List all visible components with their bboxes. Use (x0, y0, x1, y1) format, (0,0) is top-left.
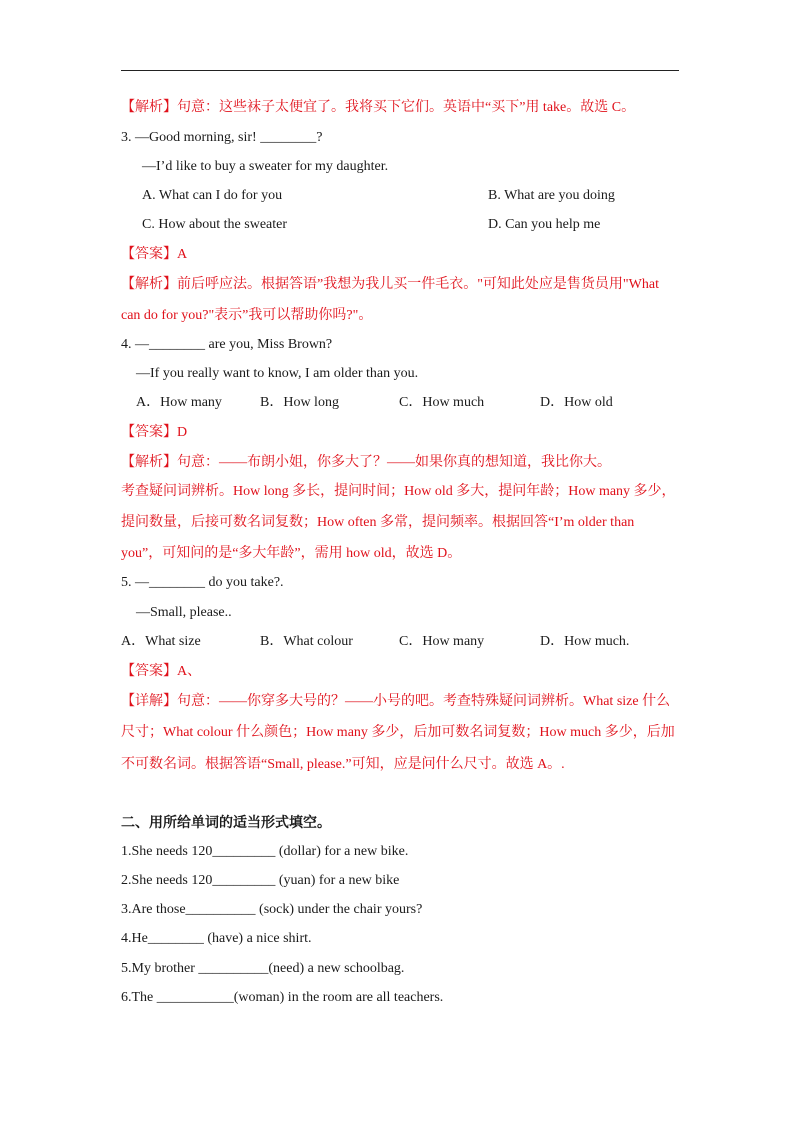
fill-item: 5.My brother __________(need) a new schoolbag. (121, 961, 405, 976)
fill-item: 6.The ___________(woman) in the room are all teachers. (121, 990, 444, 1005)
q5-analysis-line: 尺寸；What colour 什么颜色；How many 多少，后加可数名词复数；How much 多少，后加 (121, 725, 675, 740)
q3-reply: —I’d like to buy a sweater for my daughter. (142, 159, 389, 174)
fill-item: 4.He________ (have) a nice shirt. (121, 931, 312, 946)
q3-analysis-line: 【解析】前后呼应法。根据答语”我想为我儿买一件毛衣。"可知此处应是售货员用"What (121, 277, 659, 292)
q4-analysis-line: 考查疑问词辨析。How long 多长，提问时间；How old 多大，提问年龄；How many 多少， (121, 484, 676, 499)
q2-analysis: 【解析】句意：这些袜子太便宜了。我将买下它们。英语中“买下”用 take。故选 C。 (121, 100, 636, 115)
header-rule (121, 70, 679, 71)
q3-option-d: D. Can you help me (488, 217, 601, 232)
q4-stem: 4. —________ are you, Miss Brown? (121, 337, 333, 352)
q5-reply: —Small, please.. (136, 605, 232, 620)
q4-answer: 【答案】D (121, 425, 188, 440)
q4-option-c: C．How much (399, 395, 485, 410)
q3-stem: 3. —Good morning, sir! ________? (121, 130, 323, 145)
fill-item: 2.She needs 120_________ (yuan) for a new bike (121, 873, 400, 888)
q3-option-a: A. What can I do for you (142, 188, 283, 203)
q3-option-b: B. What are you doing (488, 188, 615, 203)
q5-stem: 5. —________ do you take?. (121, 575, 284, 590)
q3-answer: 【答案】A (121, 247, 188, 262)
q4-option-a: A．How many (136, 395, 222, 410)
q4-analysis-line: you”，可知问的是“多大年龄”，需用 how old，故选 D。 (121, 546, 462, 561)
fill-item: 3.Are those__________ (sock) under the chair yours? (121, 902, 423, 917)
q5-answer: 【答案】A、 (121, 664, 202, 679)
q5-analysis-line: 不可数名词。根据答语“Small, please.”可知，应是问什么尺寸。故选 A。. (121, 757, 565, 772)
q4-reply: —If you really want to know, I am older than you. (136, 366, 419, 381)
q4-option-b: B．How long (260, 395, 339, 410)
q4-analysis-line: 【解析】句意：——布朗小姐，你多大了？——如果你真的想知道，我比你大。 (121, 455, 611, 470)
q5-analysis-line: 【详解】句意：——你穿多大号的？——小号的吧。考查特殊疑问词辨析。What size 什么 (121, 694, 671, 709)
q4-option-d: D．How old (540, 395, 613, 410)
q4-analysis-line: 提问数量，后接可数名词复数；How often 多常，提问频率。根据回答“I’m older than (121, 515, 635, 530)
q5-option-a: A．What size (121, 634, 201, 649)
q3-analysis-line: can do for you?"表示”我可以帮助你吗?"。 (121, 308, 373, 323)
section-title: 二、用所给单词的适当形式填空。 (121, 816, 331, 831)
q5-option-c: C．How many (399, 634, 485, 649)
q5-option-b: B．What colour (260, 634, 353, 649)
q5-option-d: D．How much. (540, 634, 630, 649)
fill-item: 1.She needs 120_________ (dollar) for a new bike. (121, 844, 409, 859)
q3-option-c: C. How about the sweater (142, 217, 288, 232)
